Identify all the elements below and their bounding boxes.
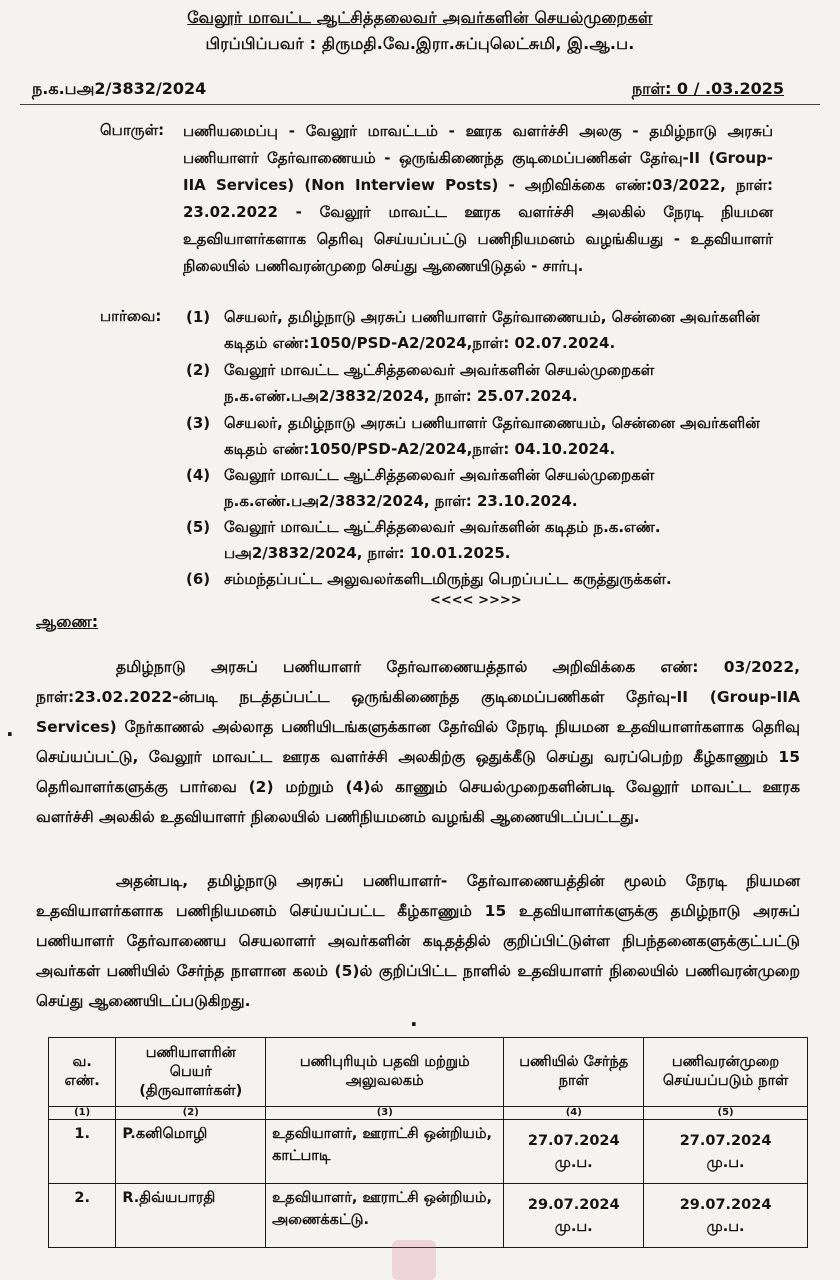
header-name: பணியாளரின் பெயர் (திருவாளர்கள்) (116, 1038, 266, 1107)
cell-regularisation-date (644, 1184, 808, 1248)
joining-date-session: மு.ப. (554, 1219, 593, 1235)
table-row (49, 1184, 808, 1248)
regularisation-date-session: மு.ப. (706, 1219, 745, 1235)
joining-date-session: மு.ப. (554, 1155, 593, 1171)
reference-number-label: (6) (186, 570, 211, 588)
cell-joining-date (504, 1184, 644, 1248)
reference-text: சம்மந்தப்பட்ட அலுவலர்களிடமிருந்து பெறப்பட்ட கருத்துருக்கள். (224, 570, 672, 588)
regularisation-date-session: மு.ப. (706, 1155, 745, 1171)
margin-mark: · (410, 1012, 418, 1036)
reference-number-label: (1) (186, 308, 211, 326)
header-joining-date: பணியில் சேர்ந்த நாள் (504, 1038, 644, 1107)
reference-number-label: (4) (186, 466, 211, 484)
order-paragraph-1: தமிழ்நாடு அரசுப் பணியாளர் தேர்வாணையத்தால் அறிவிக்கை எண்: 03/2022, நாள்:23.02.2022-ன்படி நடத்தப்பட்ட ஒருங்கிணைந்த குடிமைப்பணிகள் தேர்வு-II (Group-IIA Services) நேர்காணல் அல்லாத பணியிடங்களுக்கான தேர்வில் நேரடி நியமன உதவியாளர்களாக தெரிவு செய்யப்பட்டு, வேலூர் மாவட்ட ஊரக வளர்ச்சி அலகிற்கு ஒதுக்கீடு செய்து வரப்பெற்ற கீழ்காணும் 15 தெரிவாளர்களுக்கு பார்வை (2) மற்றும் (4)ல் காணும் செயல்முறைகளின்படி வேலூர் மாவட்ட ஊரக வளர்ச்சி அலகில் உதவியாளர் நிலையில் பணிநியமனம் வழங்கி ஆணையிடப்பட்டது. (36, 658, 800, 826)
cell-serial: 2. (49, 1184, 116, 1248)
cell-regularisation-date (644, 1120, 808, 1184)
reference-text: வேலூர் மாவட்ட ஆட்சித்தலைவர் அவர்களின் செயல்முறைகள் ந.க.எண்.பஅ2/3832/2024, நாள்: 23.10.2024. (224, 466, 655, 510)
references-label: பார்வை: (100, 307, 162, 325)
column-number: (5) (644, 1107, 808, 1120)
margin-mark: · (6, 722, 14, 746)
reference-number-label: (5) (186, 518, 211, 536)
column-number: (3) (266, 1107, 504, 1120)
order-paragraph-2: அதன்படி, தமிழ்நாடு அரசுப் பணியாளர்- தேர்வாணையத்தின் மூலம் நேரடி நியமன உதவியாளர்களாக பணிநியமனம் செய்யப்பட்ட கீழ்காணும் 15 உதவியாளர்களுக்கு தமிழ்நாடு அரசுப் பணியாளர் தேர்வாணைய செயலாளர் அவர்களின் கடிதத்தில் குறிப்பிட்டுள்ள நிபந்தனைகளுக்குட்பட்டு அவர்கள் பணியில் சேர்ந்த நாளான கலம் (5)ல் குறிப்பிட்ட நாளில் உதவியாளர் நிலையில் பணிவரன்முறை செய்து ஆணையிடப்படுகிறது. (36, 872, 800, 1010)
subject-text: பணியமைப்பு - வேலூர் மாவட்டம் - ஊரக வளர்ச்சி அலகு - தமிழ்நாடு அரசுப் பணியாளர் தேர்வாணையம் - ஒருங்கிணைந்த குடிமைப்பணிகள் தேர்வு-II (Group-IIA Services) (Non Interview Posts) - அறிவிக்கை எண்:03/2022, நாள்: 23.02.2022 - வேலூர் மாவட்ட ஊரக வளர்ச்சி அலகில் நேரடி நியமன உதவியாளர்களாக தெரிவு செய்யப்பட்டு பணிநியமனம் வழங்கியது - உதவியாளர் நிலையில் பணிவரன்முறை செய்து ஆணையிடுதல் - சார்பு. (183, 122, 773, 275)
joining-date-value: 29.07.2024 (527, 1197, 620, 1213)
header-post-office: பணிபுரியும் பதவி மற்றும் அலுவலகம் (266, 1038, 504, 1107)
cell-name: R.திவ்யபாரதி (116, 1184, 266, 1248)
header-title: வேலூர் மாவட்ட ஆட்சித்தலைவர் அவர்களின் செயல்முறைகள் (187, 8, 653, 27)
subject-label: பொருள்: (100, 121, 165, 139)
reference-text: வேலூர் மாவட்ட ஆட்சித்தலைவர் அவர்களின் செயல்முறைகள் ந.க.எண்.பஅ2/3832/2024, நாள்: 25.07.2024. (224, 361, 655, 405)
seal-stamp-mark (392, 1240, 436, 1280)
column-number-row (49, 1107, 808, 1120)
reference-number: ந.க.பஅ2/3832/2024 (32, 79, 207, 98)
header-serial: வ. எண். (49, 1038, 116, 1107)
reference-number-label: (3) (186, 414, 211, 432)
table-header-row (49, 1038, 808, 1107)
reference-text: வேலூர் மாவட்ட ஆட்சித்தலைவர் அவர்களின் கடிதம் ந.க.எண். பஅ2/3832/2024, நாள்: 10.01.2025. (224, 518, 661, 562)
header-divider (20, 104, 820, 105)
header-regularisation-date: பணிவரன்முறை செய்யப்படும் நாள் (644, 1038, 808, 1107)
cell-name: P.கனிமொழி (116, 1120, 266, 1184)
cell-post-office: உதவியாளர், ஊராட்சி ஒன்றியம், அணைக்கட்டு. (266, 1184, 504, 1248)
header-issuer: பிரப்பிப்பவர் : திருமதி.வே.இரா.சுப்புலெட்சுமி, இ.ஆ.ப. (205, 34, 635, 53)
section-separator: <<<< >>>> (430, 593, 522, 608)
column-number: (4) (504, 1107, 644, 1120)
table-row (49, 1120, 808, 1184)
reference-text: செயலர், தமிழ்நாடு அரசுப் பணியாளர் தேர்வாணையம், சென்னை அவர்களின் கடிதம் எண்:1050/PSD-A2/2024,நாள்: 04.10.2024. (224, 414, 760, 458)
reference-number-label: (2) (186, 361, 211, 379)
regularisation-date-value: 27.07.2024 (679, 1133, 772, 1149)
order-heading: ஆணை: (36, 612, 99, 631)
reference-text: செயலர், தமிழ்நாடு அரசுப் பணியாளர் தேர்வாணையம், சென்னை அவர்களின் கடிதம் எண்:1050/PSD-A2/2024,நாள்: 02.07.2024. (224, 308, 760, 352)
regularisation-table (48, 1037, 808, 1248)
cell-joining-date (504, 1120, 644, 1184)
cell-serial: 1. (49, 1120, 116, 1184)
order-date: நாள்: 0 / .03.2025 (631, 79, 784, 98)
cell-post-office: உதவியாளர், ஊராட்சி ஒன்றியம், காட்பாடி (266, 1120, 504, 1184)
joining-date-value: 27.07.2024 (527, 1133, 620, 1149)
regularisation-date-value: 29.07.2024 (679, 1197, 772, 1213)
column-number: (1) (49, 1107, 116, 1120)
column-number: (2) (116, 1107, 266, 1120)
